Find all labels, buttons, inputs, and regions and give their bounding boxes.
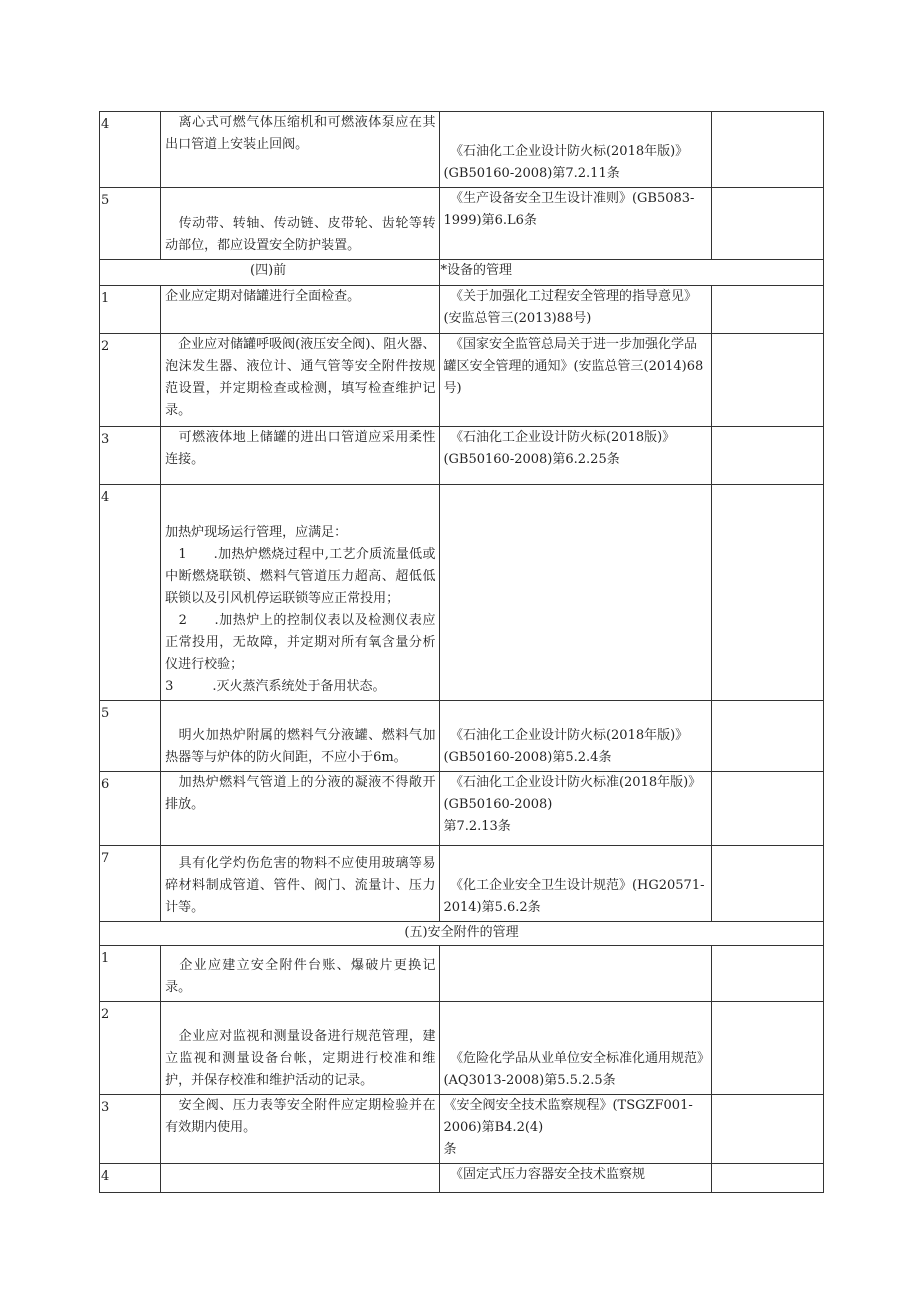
row-number-cell bbox=[100, 1002, 161, 1095]
row-number: 4 bbox=[101, 1169, 110, 1184]
remark-cell bbox=[711, 112, 823, 188]
reference-cell bbox=[440, 112, 711, 188]
requirement-text: 离心式可燃气体压缩机和可燃液体泵应在其出口管道上安装止回阀。 bbox=[165, 115, 436, 152]
reference-cell bbox=[440, 427, 711, 485]
requirement-cell bbox=[161, 946, 440, 1002]
reference-text: 《国家安全监管总局关于进一步加强化学品罐区安全管理的通知》(安监总管三(2014)68号) bbox=[443, 337, 704, 396]
requirement-text: 明火加热炉附属的燃料气分液罐、燃料气加热器等与炉体的防火间距，不应小于6m。 bbox=[165, 728, 436, 765]
reference-cell bbox=[440, 1095, 711, 1164]
table-row bbox=[100, 1002, 824, 1095]
table-row bbox=[100, 427, 824, 485]
row-number-cell bbox=[100, 112, 161, 188]
reference-text: 《石油化工企业设计防火标(2018年版)》(GB50160-2008)第7.2.11条 bbox=[443, 144, 689, 181]
reference-cell bbox=[440, 772, 711, 846]
row-number-cell bbox=[100, 334, 161, 427]
reference-text: 《石油化工企业设计防火标(2018年版)》(GB50160-2008)第5.2.4条 bbox=[443, 728, 689, 765]
table-row bbox=[100, 188, 824, 260]
reference-cell bbox=[440, 1164, 711, 1193]
row-number: 3 bbox=[101, 432, 110, 447]
table-row bbox=[100, 701, 824, 772]
section-header-row bbox=[100, 260, 824, 286]
remark-cell bbox=[711, 846, 823, 922]
reference-text: 《安全阀安全技术监察规程》(TSGZF001-2006)第B4.2(4) 条 bbox=[443, 1098, 693, 1157]
requirement-text: 企业应对储罐呼吸阀(液压安全阀)、阻火器、泡沫发生器、液位计、通气管等安全附件按规范设置，并定期检查或检测，填写检查维护记录。 bbox=[165, 337, 436, 418]
requirement-cell bbox=[161, 772, 440, 846]
table-row bbox=[100, 846, 824, 922]
requirement-text: 企业应建立安全附件台账、爆破片更换记录。 bbox=[165, 958, 436, 995]
requirement-text: 可燃液体地上储罐的进出口管道应采用柔性连接。 bbox=[165, 430, 436, 467]
reference-text: 《石油化工企业设计防火标准(2018年版)》(GB50160-2008) 第7.2.13条 bbox=[443, 775, 702, 834]
requirement-text bbox=[161, 1164, 439, 1166]
reference-cell bbox=[440, 701, 711, 772]
requirement-cell bbox=[161, 334, 440, 427]
row-number: 4 bbox=[101, 117, 110, 132]
row-number-cell bbox=[100, 485, 161, 701]
reference-cell bbox=[440, 485, 711, 701]
table-row bbox=[100, 334, 824, 427]
requirement-text: 企业应定期对储罐进行全面检查。 bbox=[165, 289, 361, 304]
table-row bbox=[100, 286, 824, 334]
requirement-cell bbox=[161, 188, 440, 260]
table-row bbox=[100, 112, 824, 188]
row-number-cell bbox=[100, 1095, 161, 1164]
table-row bbox=[100, 1095, 824, 1164]
section-header-row bbox=[100, 922, 824, 946]
reference-text: 《关于加强化工过程安全管理的指导意见》(安监总管三(2013)88号) bbox=[443, 289, 697, 326]
requirement-text: 安全阀、压力表等安全附件应定期检验并在有效期内使用。 bbox=[165, 1098, 436, 1135]
remark-cell bbox=[711, 1002, 823, 1095]
row-number-cell bbox=[100, 427, 161, 485]
requirement-text: 加热炉燃料气管道上的分液的凝液不得敞开排放。 bbox=[165, 775, 436, 812]
remark-cell bbox=[711, 701, 823, 772]
remark-cell bbox=[711, 188, 823, 260]
requirement-cell bbox=[161, 1164, 440, 1193]
requirement-text: 传动带、转轴、传动链、皮带轮、齿轮等转动部位，都应设置安全防护装置。 bbox=[165, 216, 436, 253]
row-number: 5 bbox=[101, 706, 110, 721]
row-number-cell bbox=[100, 1164, 161, 1193]
row-number-cell bbox=[100, 188, 161, 260]
reference-text bbox=[440, 485, 710, 487]
row-number-cell bbox=[100, 772, 161, 846]
requirement-text: 加热炉现场运行管理，应满足： 1 .加热炉燃烧过程中,工艺介质流量低或中断燃烧联锁、燃料气管道压力超高、超低低联锁以及引风机停运联锁等应正常投用； 2 .加热炉上的控制仪表以及检测仪表应正常投用，无故障，并定期对所有氧含量分析仪进行校验； 3 .灭火蒸汽系统处于备用状态。 bbox=[165, 525, 436, 694]
remark-cell bbox=[711, 485, 823, 701]
row-number: 4 bbox=[101, 490, 110, 505]
remark-cell bbox=[711, 1095, 823, 1164]
row-number: 3 bbox=[101, 1100, 110, 1115]
requirement-cell bbox=[161, 701, 440, 772]
row-number: 6 bbox=[101, 777, 110, 792]
reference-text: 《危险化学品从业单位安全标准化通用规范》(AQ3013-2008)第5.5.2.5条 bbox=[443, 1051, 704, 1088]
remark-cell bbox=[711, 1164, 823, 1193]
reference-cell bbox=[440, 1002, 711, 1095]
table-row bbox=[100, 485, 824, 701]
section-title: (五)安全附件的管理 bbox=[100, 922, 824, 946]
row-number-cell bbox=[100, 946, 161, 1002]
row-number: 7 bbox=[101, 851, 110, 866]
row-number: 1 bbox=[101, 291, 110, 306]
reference-cell bbox=[440, 188, 711, 260]
requirement-cell bbox=[161, 427, 440, 485]
section-title-left: (四)前 bbox=[100, 260, 440, 286]
requirement-cell bbox=[161, 286, 440, 334]
table-row bbox=[100, 1164, 824, 1193]
remark-cell bbox=[711, 946, 823, 1002]
row-number-cell bbox=[100, 846, 161, 922]
requirement-cell bbox=[161, 846, 440, 922]
reference-cell bbox=[440, 846, 711, 922]
requirement-text: 具有化学灼伤危害的物料不应使用玻璃等易碎材料制成管道、管件、阀门、流量计、压力计等。 bbox=[165, 856, 436, 915]
reference-text bbox=[440, 946, 710, 948]
requirement-text: 企业应对监视和测量设备进行规范管理，建立监视和测量设备台帐，定期进行校准和维护，并保存校准和维护活动的记录。 bbox=[165, 1029, 436, 1088]
reference-text: 《固定式压力容器安全技术监察规 bbox=[443, 1167, 645, 1182]
remark-cell bbox=[711, 334, 823, 427]
row-number-cell bbox=[100, 701, 161, 772]
row-number: 5 bbox=[101, 193, 110, 208]
requirement-cell bbox=[161, 1002, 440, 1095]
requirement-cell bbox=[161, 1095, 440, 1164]
reference-text: 《化工企业安全卫生设计规范》(HG20571-2014)第5.6.2条 bbox=[443, 878, 705, 915]
reference-cell bbox=[440, 946, 711, 1002]
section-title-right: *设备的管理 bbox=[440, 260, 824, 286]
reference-text: 《石油化工企业设计防火标(2018版)》(GB50160-2008)第6.2.25条 bbox=[443, 430, 676, 467]
requirement-cell bbox=[161, 485, 440, 701]
requirement-cell bbox=[161, 112, 440, 188]
remark-cell bbox=[711, 772, 823, 846]
row-number: 2 bbox=[101, 339, 110, 354]
reference-cell bbox=[440, 286, 711, 334]
table-row bbox=[100, 946, 824, 1002]
row-number-cell bbox=[100, 286, 161, 334]
reference-cell bbox=[440, 334, 711, 427]
row-number: 2 bbox=[101, 1007, 110, 1022]
table-row bbox=[100, 772, 824, 846]
reference-text: 《生产设备安全卫生设计准则》(GB5083-1999)第6.L6条 bbox=[443, 191, 695, 228]
regulation-table bbox=[99, 111, 824, 1193]
remark-cell bbox=[711, 427, 823, 485]
row-number: 1 bbox=[101, 951, 110, 966]
remark-cell bbox=[711, 286, 823, 334]
